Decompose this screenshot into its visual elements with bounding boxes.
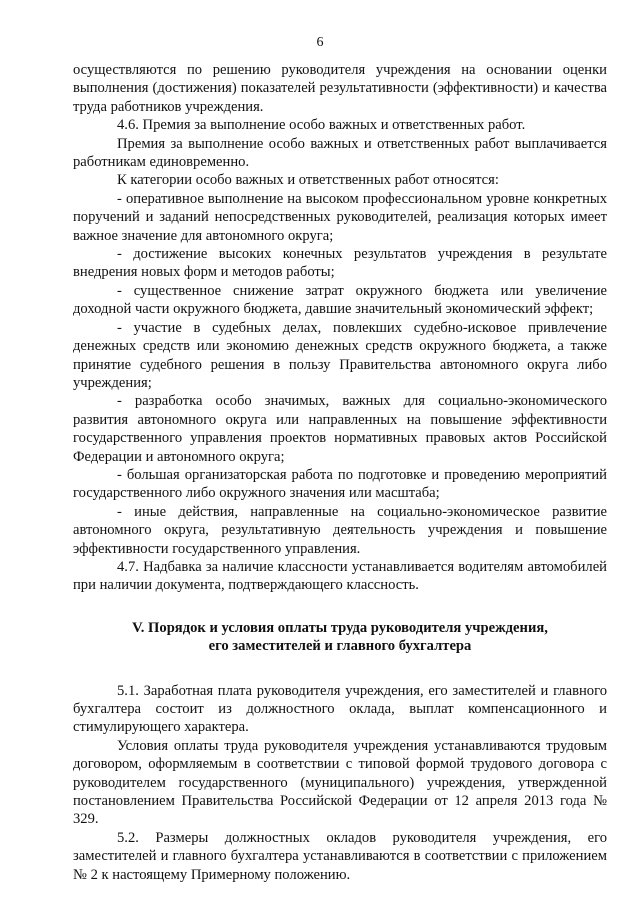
paragraphs-before-section: [73, 61, 607, 595]
paragraph: 4.7. Надбавка за наличие классности устанавливается водителям автомобилей при наличии документа, подтверждающего классность.: [73, 558, 607, 594]
paragraph: - разработка особо значимых, важных для социально-экономического развития автономного округа или направленных на повышение эффективности государственного управления проектов нормативных правовых актов Российской Федерации и автономного округа;: [73, 393, 607, 465]
paragraph: - большая организаторская работа по подготовке и проведению мероприятий государственного либо окружного значения или масштаба;: [73, 466, 607, 502]
paragraph: 4.6. Премия за выполнение особо важных и ответственных работ.: [117, 117, 526, 134]
paragraph: Премия за выполнение особо важных и ответственных работ выплачивается работникам единовременно.: [73, 135, 607, 171]
paragraph: - иные действия, направленные на социально-экономическое развитие автономного округа, результативную деятельность учреждения и повышение эффективности государственного управления.: [73, 503, 607, 557]
paragraph: 5.1. Заработная плата руководителя учреждения, его заместителей и главного бухгалтера состоит из должностного оклада, выплат компенсационного и стимулирующего характера.: [73, 682, 607, 736]
paragraph: 5.2. Размеры должностных окладов руководителя учреждения, его заместителей и главного бухгалтера устанавливаются в соответствии с приложением № 2 к настоящему Примерному положению.: [73, 829, 607, 883]
paragraph: - оперативное выполнение на высоком профессиональном уровне конкретных поручений и заданий непосредственных руководителей, реализация которых имеет важное значение для автономного округа;: [73, 190, 607, 244]
paragraph: - существенное снижение затрат окружного бюджета или увеличение доходной части окружного бюджета, давшие значительный экономический эффект;: [73, 282, 607, 318]
paragraph: К категории особо важных и ответственных работ относятся:: [117, 172, 499, 189]
section-title: [73, 619, 607, 656]
paragraph: - достижение высоких конечных результатов учреждения в результате внедрения новых форм и методов работы;: [73, 246, 607, 281]
document-body: [73, 61, 607, 884]
section-title-line-1: V. Порядок и условия оплаты труда руководителя учреждения,: [132, 619, 548, 636]
section-title-line-2: его заместителей и главного бухгалтера: [208, 638, 472, 655]
paragraph: Условия оплаты труда руководителя учреждения устанавливаются трудовым договором, оформляемым в соответствии с типовой формой трудового договора с руководителем государственного (муниципального) учреждения, утвержденной постановлением Правительства Российской Федерации от 12 апреля 2013 года № 329.: [73, 737, 607, 828]
page-number: 6: [316, 35, 324, 50]
paragraphs-after-section: [73, 682, 607, 884]
paragraph: - участие в судебных делах, повлекших судебно-исковое привлечение денежных средств или экономию денежных средств окружного бюджета, а также принятие судебного решения в пользу Правительства автономного округа либо учреждения;: [73, 319, 607, 391]
paragraph: осуществляются по решению руководителя учреждения на основании оценки выполнения (достижения) показателей результативности (эффективности) и качества труда работников учреждения.: [73, 62, 607, 115]
